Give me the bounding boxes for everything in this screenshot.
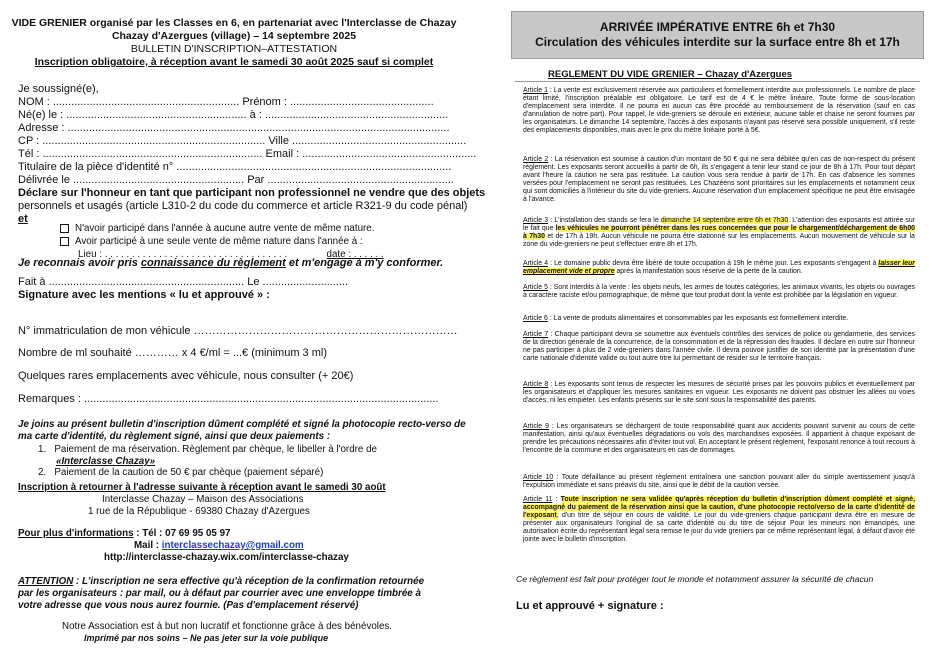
immatriculation-field[interactable]: N° immatriculation de mon véhicule ……………………………………………………………… [18,325,458,337]
email-link[interactable]: interclassechazay@gmail.com [161,540,304,551]
declaration-line-1: Déclare sur l'honneur en tant que participant non professionnel ne vendre que des objets [18,187,486,199]
remarques-field[interactable]: Remarques : .................................................................................................................... [18,393,439,405]
mail-line: Mail : interclassechazay@gmail.com [134,540,304,551]
return-address-title: Inscription à retourner à l'adresse suivante à réception avant le samedi 30 août [18,482,386,493]
option-no-other-sale[interactable] [60,222,374,235]
banner-line-2: Circulation des véhicules interdite sur la surface entre 8h et 17h [535,35,900,49]
payment-1: 1. Paiement de ma réservation. Règlement par chèque, le libeller à l'ordre de [38,444,377,455]
header-line-3: BULLETIN D'INSCRIPTION–ATTESTATION [130,43,338,55]
joins-line-2: ma carte d'identité, du règlement signé, ainsi que deux paiements : [18,431,331,442]
option-one-sale[interactable] [60,235,363,248]
header-line-4: Inscription obligatoire, à réception avant le samedi 30 août 2025 sauf si complet [34,56,434,68]
website-link[interactable]: http://interclasse-chazay.wix.com/interclasse-chazay [104,552,349,563]
contact-line: Pour plus d'informations : Tél : 07 69 95 05 97 [18,528,231,539]
header-line-1: VIDE GRENIER organisé par les Classes en 6, en partenariat avec l'Interclasse de Chazay [11,17,457,29]
article-3: Article 3 : L'installation des stands se fera le dimanche 14 septembre entre 6h et 7h30. L'attention des exposants est attirée sur le fait que les véhicules ne pourront pénétrer dans les rues concernées que pour le chargement/déchargement de 6h00 à 7h30 et de 17h à 19h. Aucun véhicule ne pourra être stationné sur les emplacements. Aucun mouvement de véhicule sur la zone du vide-greniers ne peut s'effectuer entre 8h et 17h. [523,217,916,249]
option-2-label: Avoir participé à une seule vente de même nature dans l'année à : [75,236,363,247]
adresse-field[interactable]: Adresse : ............................................................................................................................. [18,122,450,134]
article-7: Article 7 : Chaque participant devra se soumettre aux éventuels contrôles des services de police ou gendarmerie, des services de la direction générale de la concurrence, de la consommation et de la répression des fraudes. Il déclare en outre sur l'honneur ne pas participer à plus de 2 vide-greniers dans l'année civile. Il devra pouvoir justifier de son identité par la présentation d'une carte nationale d'identité valide ou tout autre titre lui permettant de résider sur le territoire français. [523,331,915,363]
tel-email-field[interactable]: Tél : ........................................................................ Email : ......................................................... [18,148,477,160]
rules-closing: Ce règlement est fait pour protéger tout le monde et notamment assurer la sécurité de chacun [516,574,874,584]
titulaire-field[interactable]: Titulaire de la pièce d'identité n° .......................................................................................... [18,161,452,173]
article-1: Article 1 : La vente est exclusivement réservée aux particuliers et formellement interdite aux professionnels. Le nombre de place étant limité, l'inscription préalable est obligatoire. Le tarif est de 4 € le mètre linéaire. Toute forme de sous-location d'emplacement sera interdite. Il ne pourra en aucun cas être procédé au remboursement de la réservation (sauf en cas d'annulation de notre part). Pour rappel, le vide-greniers se déroule en extérieur, aucune table et chaise ne seront fournies par les organisateurs. Le dimanche 14 septembre, l'accès à des exposants n'ayant pas réservé sera possible uniquement, s'il reste des emplacements disponibles, mais avec le prix du mètre linéaire porté à 5€. [523,87,915,135]
article-6: Article 6 : La vente de produits alimentaires et consommables par les exposants est formellement interdite. [523,315,849,322]
article-2: Article 2 : La réservation est soumise à caution d'un montant de 50 € qui ne sera débitée qu'en cas de non-respect du présent règlement. Les exposants seront accueillis à partir de 6h, ils s'engagent à tenir leur stand ce jour de 8h à 17h. Pour tout départ avant l'heure la caution ne sera pas restituée. La caution vous sera rendue à partir de 17h. En cas d'absence les sommes versées pour l'emplacement ne seront pas restituées. Les Chazéens sont prioritaires sur les emplacements et notamment ceux qui sont domiciliés à l'intérieur du site du vide-greniers. Aucune réservation d'un emplacement spécifique ne peut être envisagée à l'avance. [523,156,915,204]
return-address-line-1: Interclasse Chazay – Maison des Associations [102,494,304,505]
attention-line-3: votre adresse que vous nous aurez fournie. (Pas d'emplacement réservé) [18,600,359,611]
signature-label: Signature avec les mentions « lu et approuvé » : [18,289,270,301]
ml-field[interactable]: Nombre de ml souhaité ………… x 4 €/ml = ...€ (minimum 3 ml) [18,347,327,359]
option-1-label: N'avoir participé dans l'année à aucune autre vente de même nature. [75,223,375,234]
declaration-line-2: personnels et usagés (article L310-2 du code du commerce et article R321-9 du code pénal) [18,200,468,212]
banner-line-1: ARRIVÉE IMPÉRATIVE ENTRE 6h et 7h30 [599,20,836,34]
attention-line-2: par les organisateurs : par mail, ou à défaut par courrier avec une enveloppe timbrée à [18,588,421,599]
header-line-2: Chazay d'Azergues (village) – 14 septembre 2025 [111,30,357,42]
article-9: Article 9 : Les organisateurs se déchargent de toute responsabilité quant aux accidents pouvant survenir au cours de cette manifestation, ainsi qu'aux éventuelles dégradations ou vols des marchandises exposées. Il appartient à chaque exposant de prendre les précautions nécessaires afin d'éviter tout vol. En acceptant le présent règlement, l'exposant renonce à tout recours à l'encontre de la commune et des organisateurs en cas de dommages. [523,423,915,455]
ne-le-field[interactable]: Né(e) le : ........................................................... à : ............................................................ [18,109,449,121]
lieu-field[interactable]: Lieu : . . . . . . . . . . . . . . . . . . . . . . . . . . . . . . . . . . [78,249,288,260]
footer-line-1: Notre Association est à but non lucratif et fonctionne grâce à des bénévoles. [62,621,393,632]
cp-ville-field[interactable]: CP : ......................................................................... Ville ......................................................... [18,135,467,147]
attention-line-1: ATTENTION : L'inscription ne sera effective qu'à réception de la confirmation retournée [18,576,425,587]
nom-field[interactable]: NOM : ............................................................. Prénom : ............................................... [18,96,434,108]
article-10: Article 10 : Toute défaillance au présent règlement entraînera une sanction pouvant aller du simple avertissement jusqu'à l'expulsion immédiate et sans préavis du site, ainsi que le débit de la caution versée. [523,474,915,490]
rules-divider [515,81,920,82]
et-label: et [18,213,28,225]
vehicle-spots-note: Quelques rares emplacements avec véhicule, nous consulter (+ 20€) [18,370,354,382]
article-8: Article 8 : Les exposants sont tenus de respecter les mesures de sécurité prises par les pouvoirs publics et éventuellement par les organisateurs et d'appliquer les mesures sanitaires en vigueur. Les exposants ne doivent pas obstruer les allées ou voies d'accès, ni les empiéter. Les enfants présents sur le site sont sous la responsabilité des parents. [523,381,915,405]
soussigne-label: Je soussigné(e), [18,83,99,95]
rules-signature-label: Lu et approuvé + signature : [516,600,664,612]
return-address-line-2: 1 rue de la République - 69380 Chazay d'Azergues [88,506,310,517]
reconnais-line: Je reconnais avoir pris connaissance du règlement et m'engage à m'y conformer. [18,257,444,269]
payment-1-payee: «Interclasse Chazay» [56,456,156,467]
rules-title: REGLEMENT DU VIDE GRENIER – Chazay d'Azergues [548,69,793,80]
delivree-field[interactable]: Délivrée le ........................................................ Par ............................................................. [18,174,454,186]
payment-2: 2. Paiement de la caution de 50 € par chèque (paiement séparé) [38,467,324,478]
footer-line-2: Imprimé par nos soins – Ne pas jeter sur la voie publique [84,633,329,643]
article-11: Article 11 : Toute inscription ne sera validée qu'après réception du bulletin d'inscription dûment complété et signé, accompagné du paiement de la réservation ainsi que la caution, d'une photocopie recto/verso de la carte d'identité de l'exposant, d'un titre de séjour en cours de validité. Le jour du vide-greniers chaque participant devra être en mesure de présenter aux organisateurs l'original de sa carte d'identité ou du titre de séjour Pour les mineurs non émancipés, une autorisation écrite du représentant légal sera remise le jour du vide greniers par ce même représentant légal, à défaut d'avoir été jointe avec le bulletin d'inscription. [523,496,916,544]
article-5: Article 5 : Sont interdits à la vente : les objets neufs, les armes de toutes catégories, les animaux vivants, les objets ou ouvrages à caractère raciste et/ou pornographique, de même que tout produit dont la vente est prohibée par la législation en vigueur. [523,284,915,300]
arrival-banner [511,11,924,59]
checkbox-icon[interactable] [60,224,69,233]
date-field[interactable]: date : . . . . . . [326,249,384,260]
article-4: Article 4 : Le domaine public devra être libéré de toute occupation à 19h le même jour. Les exposants s'engagent à laisser leur emplacement vide et propre après la manifestation sous réserve de la perte de la caution. [523,260,915,276]
fait-a-field[interactable]: Fait à ................................................................ Le ............................ [18,276,349,288]
joins-line-1: Je joins au présent bulletin d'inscription dûment complété et signé la photocopie recto-verso de [18,419,466,430]
checkbox-icon[interactable] [60,237,69,246]
